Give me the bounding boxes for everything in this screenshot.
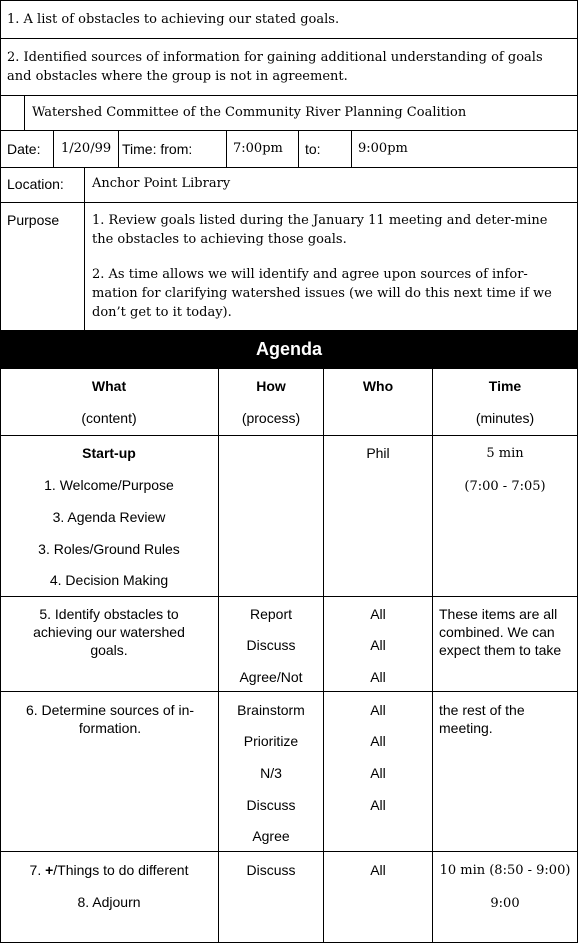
rule	[0, 435, 578, 436]
plus-symbol: +	[45, 862, 54, 878]
header-how-sub: (process)	[241, 410, 301, 426]
how-cell: Agree/Not	[239, 669, 303, 685]
agenda-title: Agenda	[0, 330, 578, 369]
how-cell: Prioritize	[243, 733, 299, 749]
who-cell: All	[370, 765, 386, 781]
how-cell: N/3	[260, 765, 282, 781]
rule	[24, 95, 25, 130]
time-cell: 9:00	[490, 896, 520, 911]
who-cell: Phil	[366, 445, 390, 461]
location-label: Location:	[7, 176, 64, 192]
time-from-label: Time: from:	[122, 141, 193, 157]
time-note: the rest of the meeting.	[439, 702, 525, 736]
date-label: Date:	[7, 141, 41, 157]
time-note: These items are all combined. We can expect them to take	[439, 606, 562, 658]
who-cell: All	[370, 637, 386, 653]
purpose-label: Purpose	[7, 212, 60, 228]
rule	[0, 130, 578, 131]
time-cell: 5 min	[486, 446, 524, 461]
list-item: 3. Agenda Review	[52, 509, 166, 525]
list-item: 8. Adjourn	[77, 894, 141, 910]
date-value: 1/20/99	[61, 141, 112, 156]
rule	[351, 130, 352, 167]
outcome-2: 2. Identified sources of information for gaining additional understanding of goals and obstacles where the group is not in agreement.	[7, 50, 543, 84]
rule	[298, 130, 299, 167]
how-cell: Discuss	[246, 862, 296, 878]
rule	[53, 130, 54, 167]
rule	[84, 167, 85, 330]
list-item: 3. Roles/Ground Rules	[38, 541, 180, 557]
header-who: Who	[362, 378, 394, 394]
who-cell: All	[370, 733, 386, 749]
rule	[0, 596, 578, 597]
time-from-value: 7:00pm	[233, 141, 283, 156]
how-cell: Agree	[252, 828, 290, 844]
header-time-sub: (minutes)	[475, 410, 535, 426]
rule	[0, 38, 578, 39]
how-cell: Report	[249, 606, 293, 622]
header-time: Time	[488, 378, 522, 394]
rule	[0, 167, 578, 168]
rule	[0, 851, 578, 852]
who-cell: All	[370, 702, 386, 718]
rule	[0, 691, 578, 692]
time-cell: (7:00 - 7:05)	[464, 479, 546, 494]
rule	[0, 202, 578, 203]
rule	[0, 95, 578, 96]
rule	[226, 130, 227, 167]
list-item-number: 7.	[29, 862, 46, 878]
who-cell: All	[370, 669, 386, 685]
who-cell: All	[370, 797, 386, 813]
what-cell: 6. Determine sources of in-formation.	[25, 702, 195, 736]
purpose-item-2: 2. As time allows we will identify and agree upon sources of infor-mation for clarifying watershed issues (we will do this next time if we don’t get to it today).	[92, 267, 552, 320]
who-cell: All	[370, 606, 386, 622]
how-cell: Discuss	[246, 797, 296, 813]
who-cell: All	[370, 862, 386, 878]
what-cell: 5. Identify obstacles to achieving our watershed goals.	[33, 606, 185, 658]
list-item: 1. Welcome/Purpose	[44, 477, 174, 493]
time-to-label: to:	[305, 141, 321, 157]
rule	[118, 130, 119, 167]
list-item: 4. Decision Making	[49, 572, 169, 588]
group-name: Watershed Committee of the Community River Planning Coalition	[32, 105, 467, 120]
header-what: What	[91, 378, 127, 394]
purpose-item-1: 1. Review goals listed during the January 11 meeting and deter-mine the obstacles to achieving those goals.	[92, 213, 548, 247]
list-item-text: /Things to do different	[53, 862, 189, 878]
time-to-value: 9:00pm	[358, 141, 408, 156]
what-cell	[0, 861, 218, 879]
location-value: Anchor Point Library	[92, 176, 231, 191]
rule	[218, 369, 219, 943]
how-cell: Discuss	[246, 637, 296, 653]
startup-title: Start-up	[82, 445, 136, 461]
outcome-1: 1. A list of obstacles to achieving our stated goals.	[7, 12, 340, 27]
header-how: How	[256, 378, 286, 394]
time-cell: 10 min (8:50 - 9:00)	[439, 863, 571, 878]
how-cell: Brainstorm	[237, 702, 305, 718]
header-what-sub: (content)	[81, 410, 137, 426]
